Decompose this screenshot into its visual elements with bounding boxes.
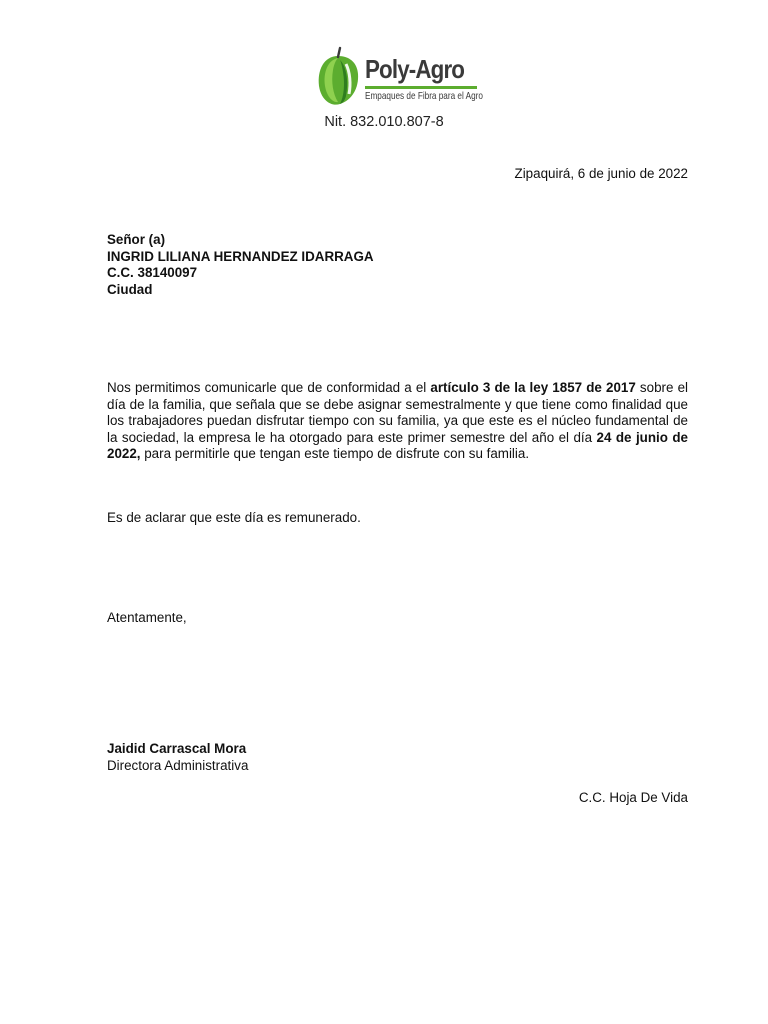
body-text-2: sobre el día de la familia, que señala que se debe asignar semestralmente y que tiene como finalidad que los trabajadores puedan disfrutar tiempo con su familia, ya que este es el núcleo fundamental de la sociedad, la empresa le ha otorgado para este primer semestre del año el día xyxy=(107,380,688,445)
recipient-block xyxy=(107,232,374,298)
recipient-salutation: Señor (a) xyxy=(107,232,166,247)
company-logo xyxy=(316,46,486,110)
logo-wordmark: Poly-Agro xyxy=(365,54,465,84)
cc-line: C.C. Hoja De Vida xyxy=(578,790,688,805)
signer-name: Jaidid Carrascal Mora xyxy=(107,741,247,756)
body-text-3: para permitirle que tengan este tiempo de disfrute con su familia. xyxy=(140,446,530,461)
leaf-logo-icon xyxy=(316,46,360,108)
body-paragraph xyxy=(107,380,688,463)
recipient-id: C.C. 38140097 xyxy=(107,265,198,280)
law-reference: artículo 3 de la ley 1857 de 2017 xyxy=(430,380,636,395)
signer-title: Directora Administrativa xyxy=(107,757,249,773)
recipient-city: Ciudad xyxy=(107,281,153,297)
granted-date: 24 de junio de 2022, xyxy=(107,429,688,461)
logo-tagline: Empaques de Fibra para el Agro xyxy=(365,90,483,102)
body-text-1: Nos permitimos comunicarle que de conformidad a el xyxy=(107,380,431,395)
closing-phrase: Atentamente, xyxy=(107,610,187,625)
company-nit: Nit. 832.010.807-8 xyxy=(324,114,444,130)
recipient-name: INGRID LILIANA HERNANDEZ IDARRAGA xyxy=(107,248,374,264)
logo-underline xyxy=(365,86,477,89)
signature-block xyxy=(107,741,248,774)
letter-date: Zipaquirá, 6 de junio de 2022 xyxy=(514,166,688,181)
remuneration-note: Es de aclarar que este día es remunerado. xyxy=(107,510,361,525)
